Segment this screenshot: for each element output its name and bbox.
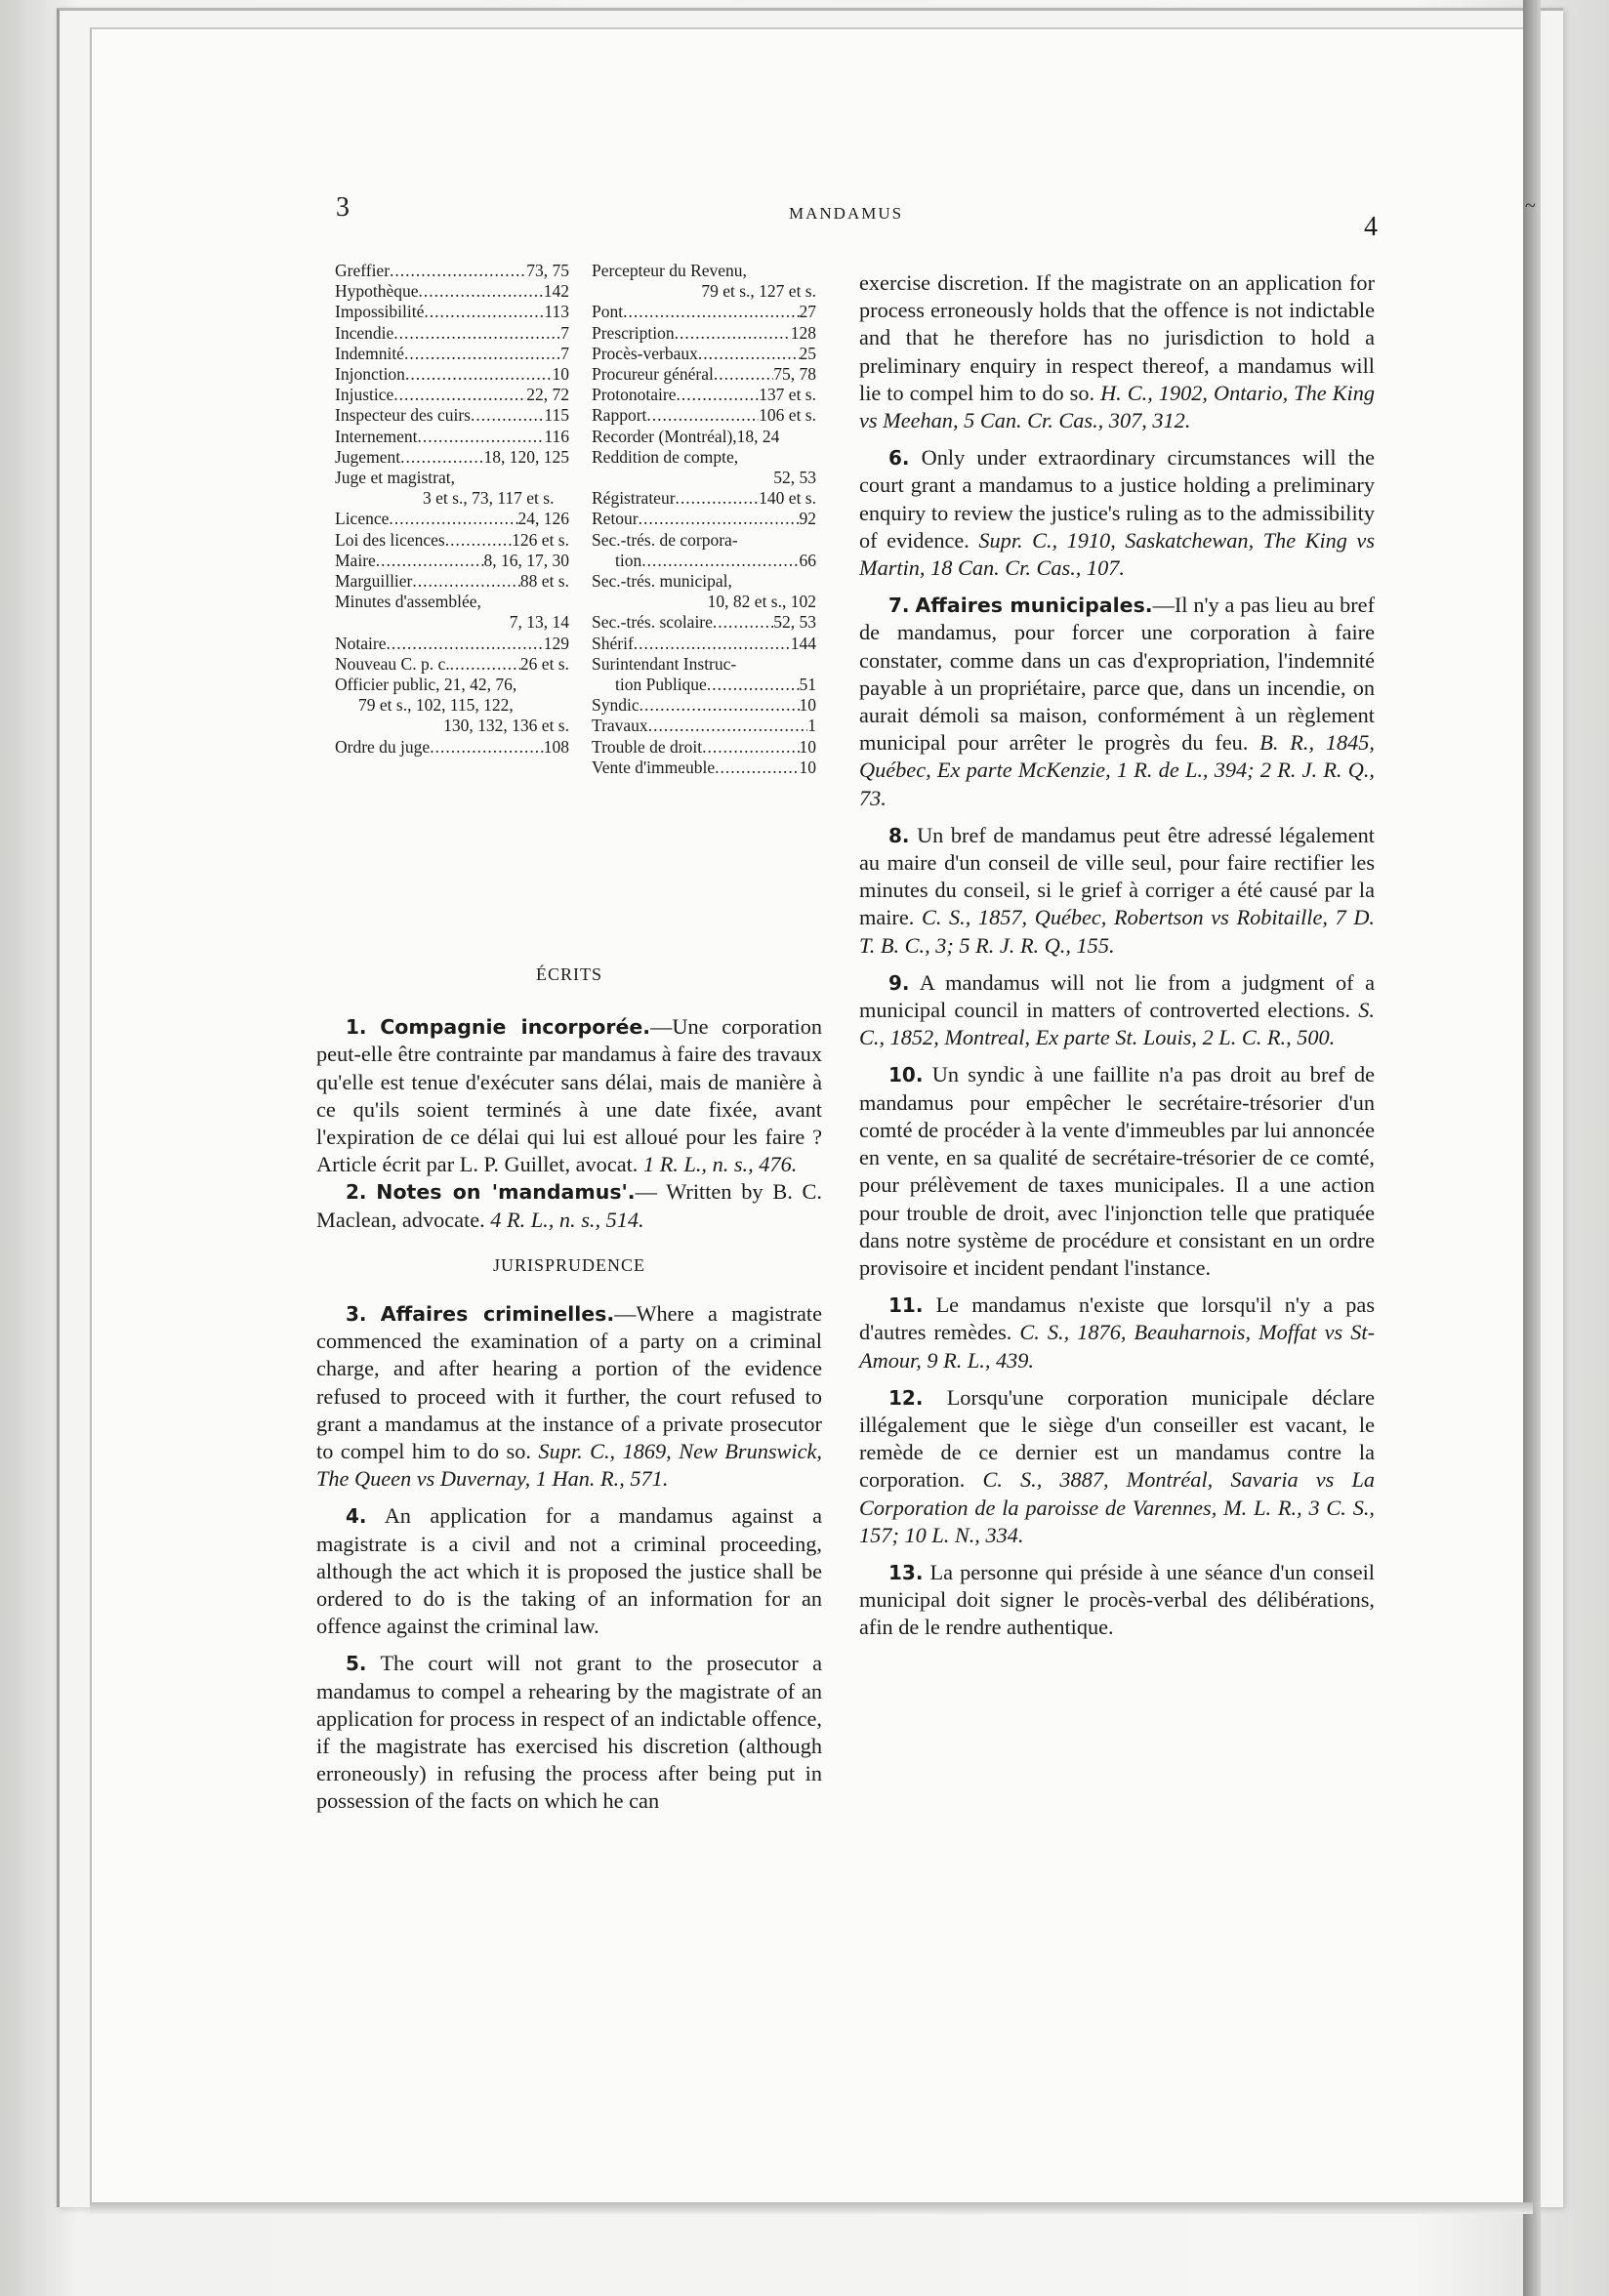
- index-entry: [335, 405, 569, 426]
- index-leader-dots: [714, 364, 773, 385]
- index-term: tion: [615, 550, 642, 570]
- index-entry: [592, 612, 816, 633]
- paragraph-2: 2. Notes on 'mandamus'.— Written by B. C. Maclean, advocate. 4 R. L., n. s., 514.: [316, 1179, 822, 1232]
- index-pages: 115: [544, 405, 569, 426]
- index-pages: 113: [544, 302, 569, 322]
- index-term: Jugement: [335, 446, 401, 467]
- index-pages: 26 et s.: [519, 653, 569, 674]
- index-entry: 3 et s., 73, 117 et s.: [423, 488, 555, 509]
- index-pages: 10: [799, 757, 816, 777]
- index-entry: [335, 571, 569, 592]
- index-entry: Reddition de compte,: [592, 446, 739, 467]
- index-entry: [592, 509, 816, 529]
- index-leader-dots: [430, 737, 544, 758]
- index-leader-dots: [713, 612, 773, 633]
- paragraph-7: 7. Affaires municipales.—Il n'y a pas lieu au bref de mandamus, pour forcer une corporation à faire constater, comme dans un cas d'expropriation, l'indemnité payable à un propriétaire, parce que, dans un incendie, on aurait démoli sa maison, conformément à un règlement municipal pour arrêter le progrès du feu. B. R., 1845, Québec, Ex parte McKenzie, 1 R. de L., 394; 2 R. J. R. Q., 73.: [859, 593, 1376, 810]
- index-entry: [592, 675, 816, 695]
- paragraph-11: 11. Le mandamus n'existe que lorsqu'il n'y a pas d'autres remèdes. C. S., 1876, Beauharnois, Moffat vs St-Amour, 9 R. L., 439.: [859, 1292, 1375, 1373]
- index-pages: 51: [799, 675, 816, 695]
- index-entry: [592, 758, 816, 778]
- index-entry: Sec.-trés. municipal,: [592, 571, 732, 592]
- index-entry: [335, 364, 569, 385]
- index-term: tion Publique: [615, 675, 707, 695]
- index-entry: Surintendant Instruc-: [592, 653, 737, 674]
- index-leader-dots: [376, 551, 484, 571]
- paragraph-6: 6. Only under extraordinary circumstances will the court grant a mandamus to a justice holding a preliminary enquiry to review the justice's ruling as to the admissibility of evidence. Supr. C., 1910, Saskatchewan, The King vs Martin, 18 Can. Cr. Cas., 107.: [859, 445, 1376, 581]
- index-leader-dots: [641, 551, 799, 571]
- index-entry: [592, 737, 816, 758]
- index-leader-dots: [702, 737, 799, 758]
- paragraph-13: 13. La personne qui préside à une séance d'un conseil municipal doit signer le procès-verbal des délibérations, afin de le rendre authentique.: [859, 1559, 1375, 1640]
- index-term: Procureur général: [592, 364, 714, 385]
- index-pages: 7: [560, 343, 569, 363]
- index-term: Internement: [335, 426, 418, 446]
- index-entry: [335, 427, 569, 447]
- index-entry: 10, 82 et s., 102: [707, 592, 816, 612]
- index-entry: 79 et s., 102, 115, 122,: [358, 695, 514, 716]
- index-term: Vente d'immeuble: [592, 757, 716, 777]
- index-pages: 18, 120, 125: [483, 446, 569, 467]
- index-entry: Minutes d'assemblée,: [335, 592, 481, 612]
- index-pages: 10: [552, 364, 569, 385]
- index-term: Pont: [592, 302, 624, 322]
- index-term: Prescription: [592, 322, 675, 343]
- index-term: Greffier: [335, 261, 391, 280]
- index-leader-dots: [389, 509, 517, 529]
- index-term: Trouble de droit: [592, 736, 703, 757]
- index-entry: Percepteur du Revenu,: [592, 261, 747, 280]
- index-leader-dots: [648, 716, 808, 736]
- index-pages: 116: [544, 426, 569, 446]
- index-entry: [592, 695, 816, 716]
- index-leader-dots: [639, 695, 800, 716]
- index-term: Syndic: [592, 695, 639, 716]
- index-leader-dots: [386, 634, 543, 654]
- index-leader-dots: [405, 364, 553, 385]
- index-pages: 66: [799, 550, 816, 570]
- index-leader-dots: [677, 385, 760, 405]
- index-entry: [592, 364, 816, 385]
- index-entry: [592, 385, 816, 405]
- index-entry: [335, 530, 569, 551]
- index-pages: 126 et s.: [512, 529, 569, 550]
- index-pages: 140 et s.: [759, 488, 816, 509]
- right-text-column: [859, 269, 1375, 1642]
- index-entry: 79 et s., 127 et s.: [701, 281, 816, 302]
- index-entry: [335, 447, 569, 468]
- section-heading-jurisprudence: JURISPRUDENCE: [492, 1254, 646, 1275]
- index-entry: [335, 551, 569, 571]
- index-entry: Juge et magistrat,: [335, 468, 455, 488]
- index-term: Sec.-trés. scolaire: [592, 612, 713, 633]
- paragraph-9: 9. A mandamus will not lie from a judgment of a municipal council in matters of controverted elections. S. C., 1852, Montreal, Ex parte St. Louis, 2 L. C. R., 500.: [859, 969, 1376, 1050]
- page-bottom-shadow: [90, 2202, 1533, 2214]
- index-term: Incendie: [335, 322, 394, 343]
- index-leader-dots: [623, 302, 799, 322]
- index-term: Impossibilité: [335, 302, 425, 322]
- index-term: Nouveau C. p. c.: [335, 653, 450, 674]
- index-pages: 128: [790, 322, 816, 343]
- index-term: Protonotaire: [592, 385, 677, 405]
- index-leader-dots: [445, 530, 512, 551]
- index-leader-dots: [419, 281, 544, 302]
- index-pages: 137 et s.: [759, 385, 816, 405]
- index-pages: 129: [543, 633, 569, 653]
- index-pages: 25: [799, 343, 816, 363]
- index-entry: [335, 281, 569, 302]
- index-pages: 88 et s.: [519, 571, 569, 592]
- paragraph-1: 1. Compagnie incorporée.—Une corporation peut-elle être contrainte par mandamus à faire des travaux qu'elle est tenue d'exécuter sans délai, mais de manière à ce qu'ils soient terminés à une date fixée, avant l'expiration de ce délai qui lui est alloué pour les faire ? Article écrit par L. P. Guillet, avocat. 1 R. L., n. s., 476.: [316, 1014, 823, 1177]
- index-leader-dots: [646, 405, 759, 426]
- index-pages: 24, 126: [517, 509, 569, 529]
- index-entry: [335, 654, 569, 675]
- index-pages: 142: [543, 281, 569, 302]
- index-entry: [335, 634, 569, 654]
- index-term: Retour: [592, 509, 639, 529]
- index-leader-dots: [404, 344, 560, 364]
- index-leader-dots: [390, 261, 526, 281]
- section-heading-ecrits: ÉCRITS: [535, 964, 602, 984]
- index-leader-dots: [634, 634, 791, 654]
- index-term: Rapport: [592, 405, 647, 426]
- index-entry: [335, 385, 569, 405]
- index-term: Marguillier: [335, 571, 413, 592]
- index-entry: Recorder (Montréal),18, 24: [592, 426, 780, 446]
- binding-edge: [1523, 0, 1541, 2296]
- index-term: Maire: [335, 550, 376, 570]
- index-pages: 92: [799, 509, 816, 529]
- index-leader-dots: [393, 385, 526, 405]
- index-pages: 27: [799, 302, 816, 322]
- index-entry: [592, 344, 816, 364]
- index-term: Licence: [335, 509, 390, 529]
- index-term: Injustice: [335, 385, 394, 405]
- index-pages: 108: [543, 736, 569, 757]
- index-term: Régistrateur: [592, 488, 676, 509]
- index-entry: [335, 509, 569, 529]
- index-leader-dots: [676, 488, 760, 509]
- index-pages: 22, 72: [526, 385, 569, 405]
- index-leader-dots: [450, 654, 520, 675]
- index-term: Loi des licences: [335, 529, 445, 550]
- index-leader-dots: [400, 447, 483, 468]
- paragraph-5-continued: exercise discretion. If the magistrate on an application for process erroneously holds that the offence is not indictable and that he therefore has no jurisdiction to hold a preliminary enquiry in respect thereof, a mandamus will lie to compel him to do so. H. C., 1902, Ontario, The King vs Meehan, 5 Can. Cr. Cas., 307, 312.: [859, 270, 1375, 433]
- index-entry: [592, 323, 816, 344]
- index-leader-dots: [707, 675, 800, 695]
- page-number-left: 3: [336, 192, 350, 223]
- index-term: Hypothèque: [335, 281, 419, 302]
- index-entry: [335, 344, 569, 364]
- paragraph-5: 5. The court will not grant to the prosecutor a mandamus to compel a rehearing by the magistrate of an application for process in respect of an indictable offence, if the magistrate has exercised his discretion (although erroneously) in refusing the process after being put in possession of the facts on which he can: [316, 1651, 823, 1814]
- index-pages: 7: [560, 322, 569, 343]
- index-entry: [592, 551, 816, 571]
- index-pages: 10: [799, 736, 816, 757]
- index-term: Injonction: [335, 364, 405, 385]
- index-pages: 10: [799, 695, 816, 716]
- index-term: Ordre du juge: [335, 736, 431, 757]
- index-leader-dots: [639, 509, 800, 529]
- index-entry: 7, 13, 14: [509, 612, 569, 633]
- index-entry: [335, 323, 569, 344]
- index-entry: [592, 488, 816, 509]
- paragraph-8: 8. Un bref de mandamus peut être adressé légalement au maire d'un conseil de ville seul, pour faire rectifier les minutes du conseil, si le grief à corriger a été causé par la maire. C. S., 1857, Québec, Robertson vs Robitaille, 7 D. T. B. C., 3; 5 R. J. R. Q., 155.: [859, 822, 1376, 958]
- index-leader-dots: [424, 302, 544, 322]
- index-term: Travaux: [592, 716, 648, 736]
- index-term: Notaire: [335, 633, 387, 653]
- paragraph-3: 3. Affaires criminelles.—Where a magistrate commenced the examination of a party on a criminal charge, and after hearing a portion of the evidence refused to proceed with it further, the court refused to grant a mandamus at the instance of a private prosecutor to compel him to do so. Supr. C., 1869, New Brunswick, The Queen vs Duvernay, 1 Han. R., 571.: [316, 1301, 823, 1492]
- index-column-1: [335, 261, 569, 758]
- index-entry: [592, 302, 816, 322]
- index-entry: [592, 716, 816, 736]
- index-entry: 52, 53: [773, 468, 816, 488]
- index-entry: [592, 634, 816, 654]
- index-leader-dots: [412, 571, 520, 592]
- index-pages: 75, 78: [773, 364, 816, 385]
- index-leader-dots: [698, 344, 800, 364]
- index-term: Indemnité: [335, 343, 404, 363]
- index-entry: [335, 737, 569, 758]
- page-number-right: 4: [1364, 212, 1378, 242]
- index-entry: Sec.-trés. de corpora-: [592, 529, 738, 550]
- index-pages: 52, 53: [773, 612, 816, 633]
- index-entry: [335, 302, 569, 322]
- paragraph-4: 4. An application for a mandamus against a magistrate is a civil and not a criminal proceeding, although the act which it is proposed the justice shall be ordered to do is the taking of an information for an offence against the criminal law.: [316, 1503, 822, 1639]
- left-text-column: [316, 961, 822, 1816]
- paragraph-12: 12. Lorsqu'une corporation municipale déclare illégalement que le siège d'un conseiller est vacant, le remède de ce dernier est un mandamus contre la corporation. C. S., 3887, Montréal, Savaria vs La Corporation de la paroisse de Varennes, M. L. R., 3 C. S., 157; 10 L. N., 334.: [859, 1384, 1375, 1547]
- index-entry: [592, 405, 816, 426]
- index-pages: 1: [807, 716, 816, 736]
- index-pages: 73, 75: [526, 261, 569, 280]
- index-leader-dots: [715, 758, 799, 778]
- index-pages: 8, 16, 17, 30: [483, 550, 569, 570]
- index-leader-dots: [471, 405, 544, 426]
- index-entry: [335, 261, 569, 281]
- running-title: MANDAMUS: [789, 204, 904, 223]
- index-term: Inspecteur des cuirs: [335, 405, 471, 426]
- index-term: Procès-verbaux: [592, 343, 698, 363]
- ink-speck: ~: [1525, 195, 1536, 217]
- index-leader-dots: [418, 427, 545, 447]
- index-pages: 144: [790, 633, 816, 653]
- index-column-2: [592, 261, 816, 778]
- paragraph-10: 10. Un syndic à une faillite n'a pas droit au bref de mandamus pour empêcher le secrétaire-trésorier d'un comté de procéder à la vente d'immeubles par lui annoncée en vente, en sa qualité de secrétaire-trésorier de ce comté, pour prélèvement de taxes municipales. Il a une action pour trouble de droit, avec l'injonction telle que pratiquée dans notre système de procédure et consistant en un ordre provisoire et incident pendant l'instance.: [859, 1062, 1376, 1280]
- index-entry: 130, 132, 136 et s.: [443, 716, 569, 736]
- index-leader-dots: [675, 323, 791, 344]
- index-term: Shérif: [592, 633, 634, 653]
- index-entry: Officier public, 21, 42, 76,: [335, 675, 517, 695]
- index-leader-dots: [393, 323, 560, 344]
- index-pages: 106 et s.: [759, 405, 816, 426]
